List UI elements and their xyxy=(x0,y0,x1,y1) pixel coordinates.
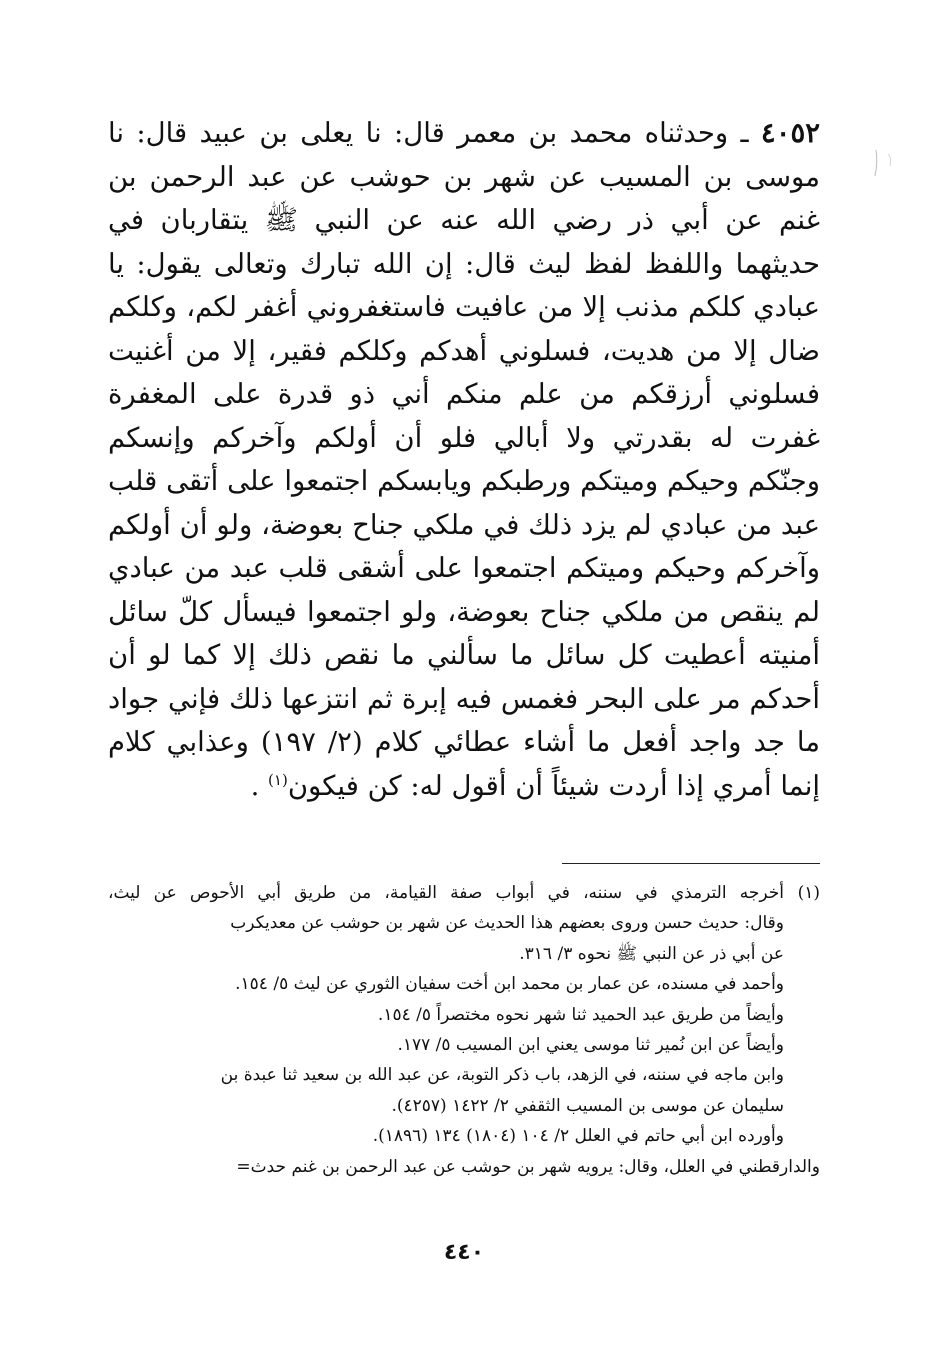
footnote-line: وأيضاً عن ابن نُمير ثنا موسى يعني ابن المسيب ٥/ ١٧٧. xyxy=(397,1035,784,1056)
margin-scan-mark-icon xyxy=(868,146,908,186)
footnote-line: وقال: حديث حسن وروى بعضهم هذا الحديث عن شهر بن حوشب عن معديكرب xyxy=(230,913,784,934)
hadith-body: ـ وحدثناه محمد بن معمر قال: نا يعلى بن عبيد قال: نا موسى بن المسيب عن شهر بن حوشب عن عبد الرحمن بن غنم عن أبي ذر رضي الله عنه عن النبي ﷺ يتقاربان في حديثهما واللفظ لفظ ليث قال: إن الله تبارك وتعالى يقول: يا عبادي كلكم مذنب إلا من عافيت فاستغفروني أغفر لكم، وكلكم ضال إلا من هديت، فسلوني أهدكم وكلكم فقير، إلا من أغنيت فسلوني أرزقكم من علم منكم أني ذو قدرة على المغفرة غفرت له بقدرتي ولا أبالي فلو أن أولكم وآخركم وإنسكم وجنّكم وحيكم وميتكم ورطبكم ويابسكم اجتمعوا على أتقى قلب عبد من عبادي لم يزد ذلك في ملكي جناح بعوضة، ولو أن أولكم وآخركم وحيكم وميتكم اجتمعوا على أشقى قلب عبد من عبادي لم ينقص من ملكي جناح بعوضة، ولو اجتمعوا فيسأل كلّ سائل أمنيته أعطيت كل سائل ما سألني ما نقص ذلك إلا كما لو أن أحدكم مر على البحر فغمس فيه إبرة ثم انتزعها ذلك فإني جواد ما جد واجد أفعل ما أشاء عطائي كلام (٢/ ١٩٧) وعذابي كلام إنما أمري إذا أردت شيئاً أن أقول له: كن فيكون xyxy=(108,117,820,802)
footnote-line: سليمان عن موسى بن المسيب الثقفي ٢/ ١٤٢٢ (٤٢٥٧). xyxy=(391,1095,784,1116)
footnote-line: وابن ماجه في سننه، في الزهد، باب ذكر التوبة، عن عبد الله بن سعيد ثنا عبدة بن xyxy=(220,1065,784,1086)
footnote-line: وأورده ابن أبي حاتم في العلل ٢/ ١٠٤ (١٨٠٤) ١٣٤ (١٨٩٦). xyxy=(372,1126,784,1147)
footnotes-section xyxy=(108,878,820,1182)
document-page xyxy=(108,112,820,1332)
footnote-line: وأيضاً من طريق عبد الحميد ثنا شهر نحوه مختصراً ٥/ ١٥٤. xyxy=(377,1004,784,1025)
footnote-line: والدارقطني في العلل، وقال: يرويه شهر بن حوشب عن عبد الرحمن بن غنم حدث= xyxy=(236,1156,820,1177)
footnote-number: (١) xyxy=(797,883,820,903)
footnote-line: عن أبي ذر عن النبي ﷺ نحوه ٣/ ٣١٦. xyxy=(519,943,784,964)
footnote-separator xyxy=(562,863,820,864)
footnote-line: (١)أخرجه الترمذي في سننه، في أبواب صفة القيامة، من طريق أبي الأحوص عن ليث، xyxy=(108,878,820,908)
page-number: ٤٤٠ xyxy=(443,1240,485,1265)
hadith-number: ٤٠٥٢ xyxy=(760,117,821,149)
footnote-line: وأحمد في مسنده، عن عمار بن محمد ابن أخت سفيان الثوري عن ليث ٥/ ١٥٤. xyxy=(235,974,784,995)
hadith-text-block xyxy=(108,112,820,808)
hadith-end: . xyxy=(250,769,269,802)
footnote-reference[interactable]: (١) xyxy=(268,770,288,789)
